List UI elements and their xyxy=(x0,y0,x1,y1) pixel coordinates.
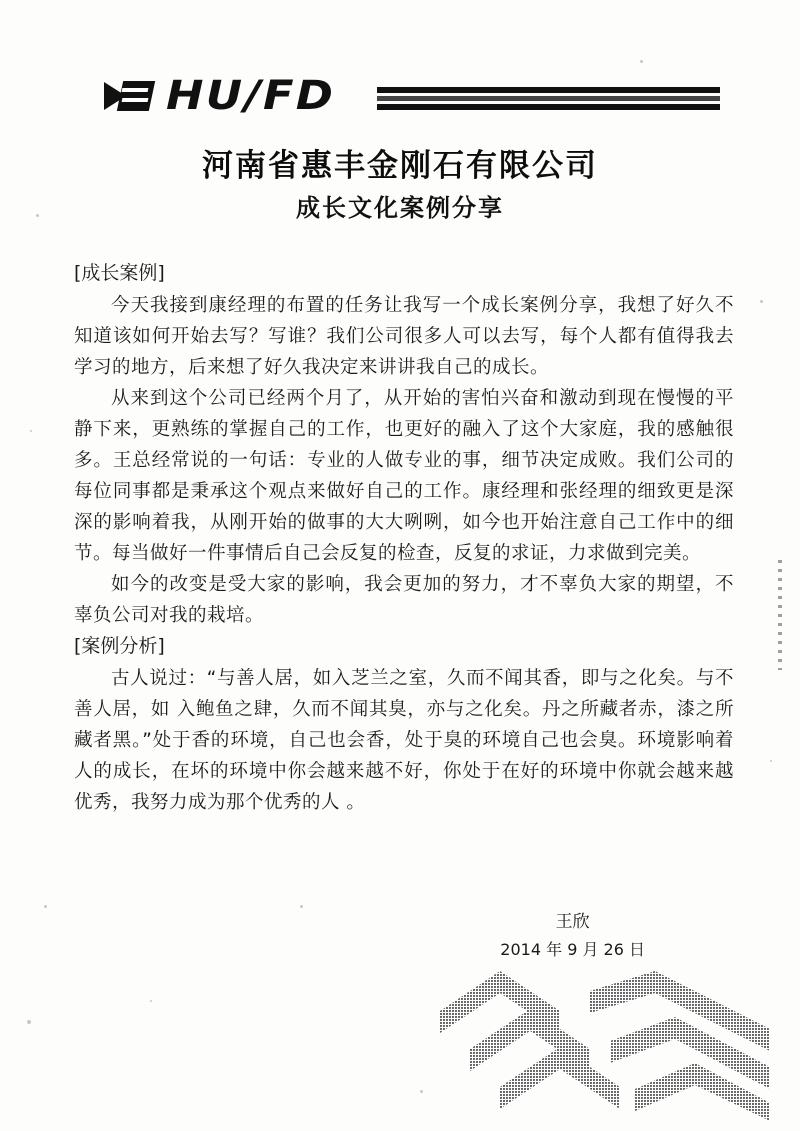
scan-speck xyxy=(640,60,643,63)
logo-brand-text: HU/FD xyxy=(166,73,336,119)
scan-speck xyxy=(760,300,763,303)
scan-speck xyxy=(36,214,39,217)
paragraph: 古人说过：“与善人居，如入芝兰之室，久而不闻其香，即与之化矣。与不善人居，如 入鲍鱼之肆，久而不闻其臭，亦与之化矣。丹之所藏者赤，漆之所藏者黑。”处于香的环境，自己也会香，处于臭的环境自己也会臭。环境影响着人的成长，在坏的环境中你会越来越不好，你处于在好的环境中你就会越来越优秀，我努力成为那个优秀的人 。 xyxy=(74,668,734,813)
scan-speck xyxy=(27,1020,31,1024)
page-title: 河南省惠丰金刚石有限公司 xyxy=(202,148,598,184)
paragraph: 从来到这个公司已经两个月了，从开始的害怕兴奋和激动到现在慢慢的平静下来，更熟练的掌握自己的工作，也更好的融入了这个大家庭，我的感触很多。王总经常说的一句话：专业的人做专业的事，细节决定成败。我们公司的每位同事都是秉承这个观点来做好自己的工作。康经理和张经理的细致更是深深的影响着我，从刚开始的做事的大大咧咧，如今也开始注意自己工作中的细节。每当做好一件事情后自己会反复的检查，反复的求证，力求做到完美。 xyxy=(74,388,734,564)
section-label-growth-case: [成长案例] xyxy=(74,262,165,284)
paragraph: 今天我接到康经理的布置的任务让我写一个成长案例分享，我想了好久不知道该如何开始去写？写谁？我们公司很多人可以去写，每个人都有值得我去学习的地方，后来想了好久我决定来讲讲我自己的成长。 xyxy=(74,295,734,378)
logo-stripe-decoration xyxy=(377,83,720,110)
paragraph: 如今的改变是受大家的影响，我会更加的努力，才不辜负大家的期望，不辜负公司对我的栽培。 xyxy=(74,574,734,626)
document-body xyxy=(74,258,734,818)
scan-speck xyxy=(150,1000,152,1002)
diamond-logo-mark-icon xyxy=(100,76,156,116)
signature-block xyxy=(500,908,645,964)
scan-speck xyxy=(420,1090,423,1093)
signature-date: 2014 年 9 月 26 日 xyxy=(500,940,645,959)
scan-edge-artifact xyxy=(778,560,782,670)
page-subtitle: 成长文化案例分享 xyxy=(296,194,504,222)
scan-speck xyxy=(30,430,32,432)
scan-speck xyxy=(44,905,47,908)
company-logo xyxy=(100,72,720,120)
section-label-case-analysis: [案例分析] xyxy=(74,635,165,657)
chevron-watermark-icon xyxy=(440,971,770,1121)
scan-speck xyxy=(770,760,772,762)
scan-speck xyxy=(300,905,303,908)
signature-name: 王欣 xyxy=(555,912,590,932)
